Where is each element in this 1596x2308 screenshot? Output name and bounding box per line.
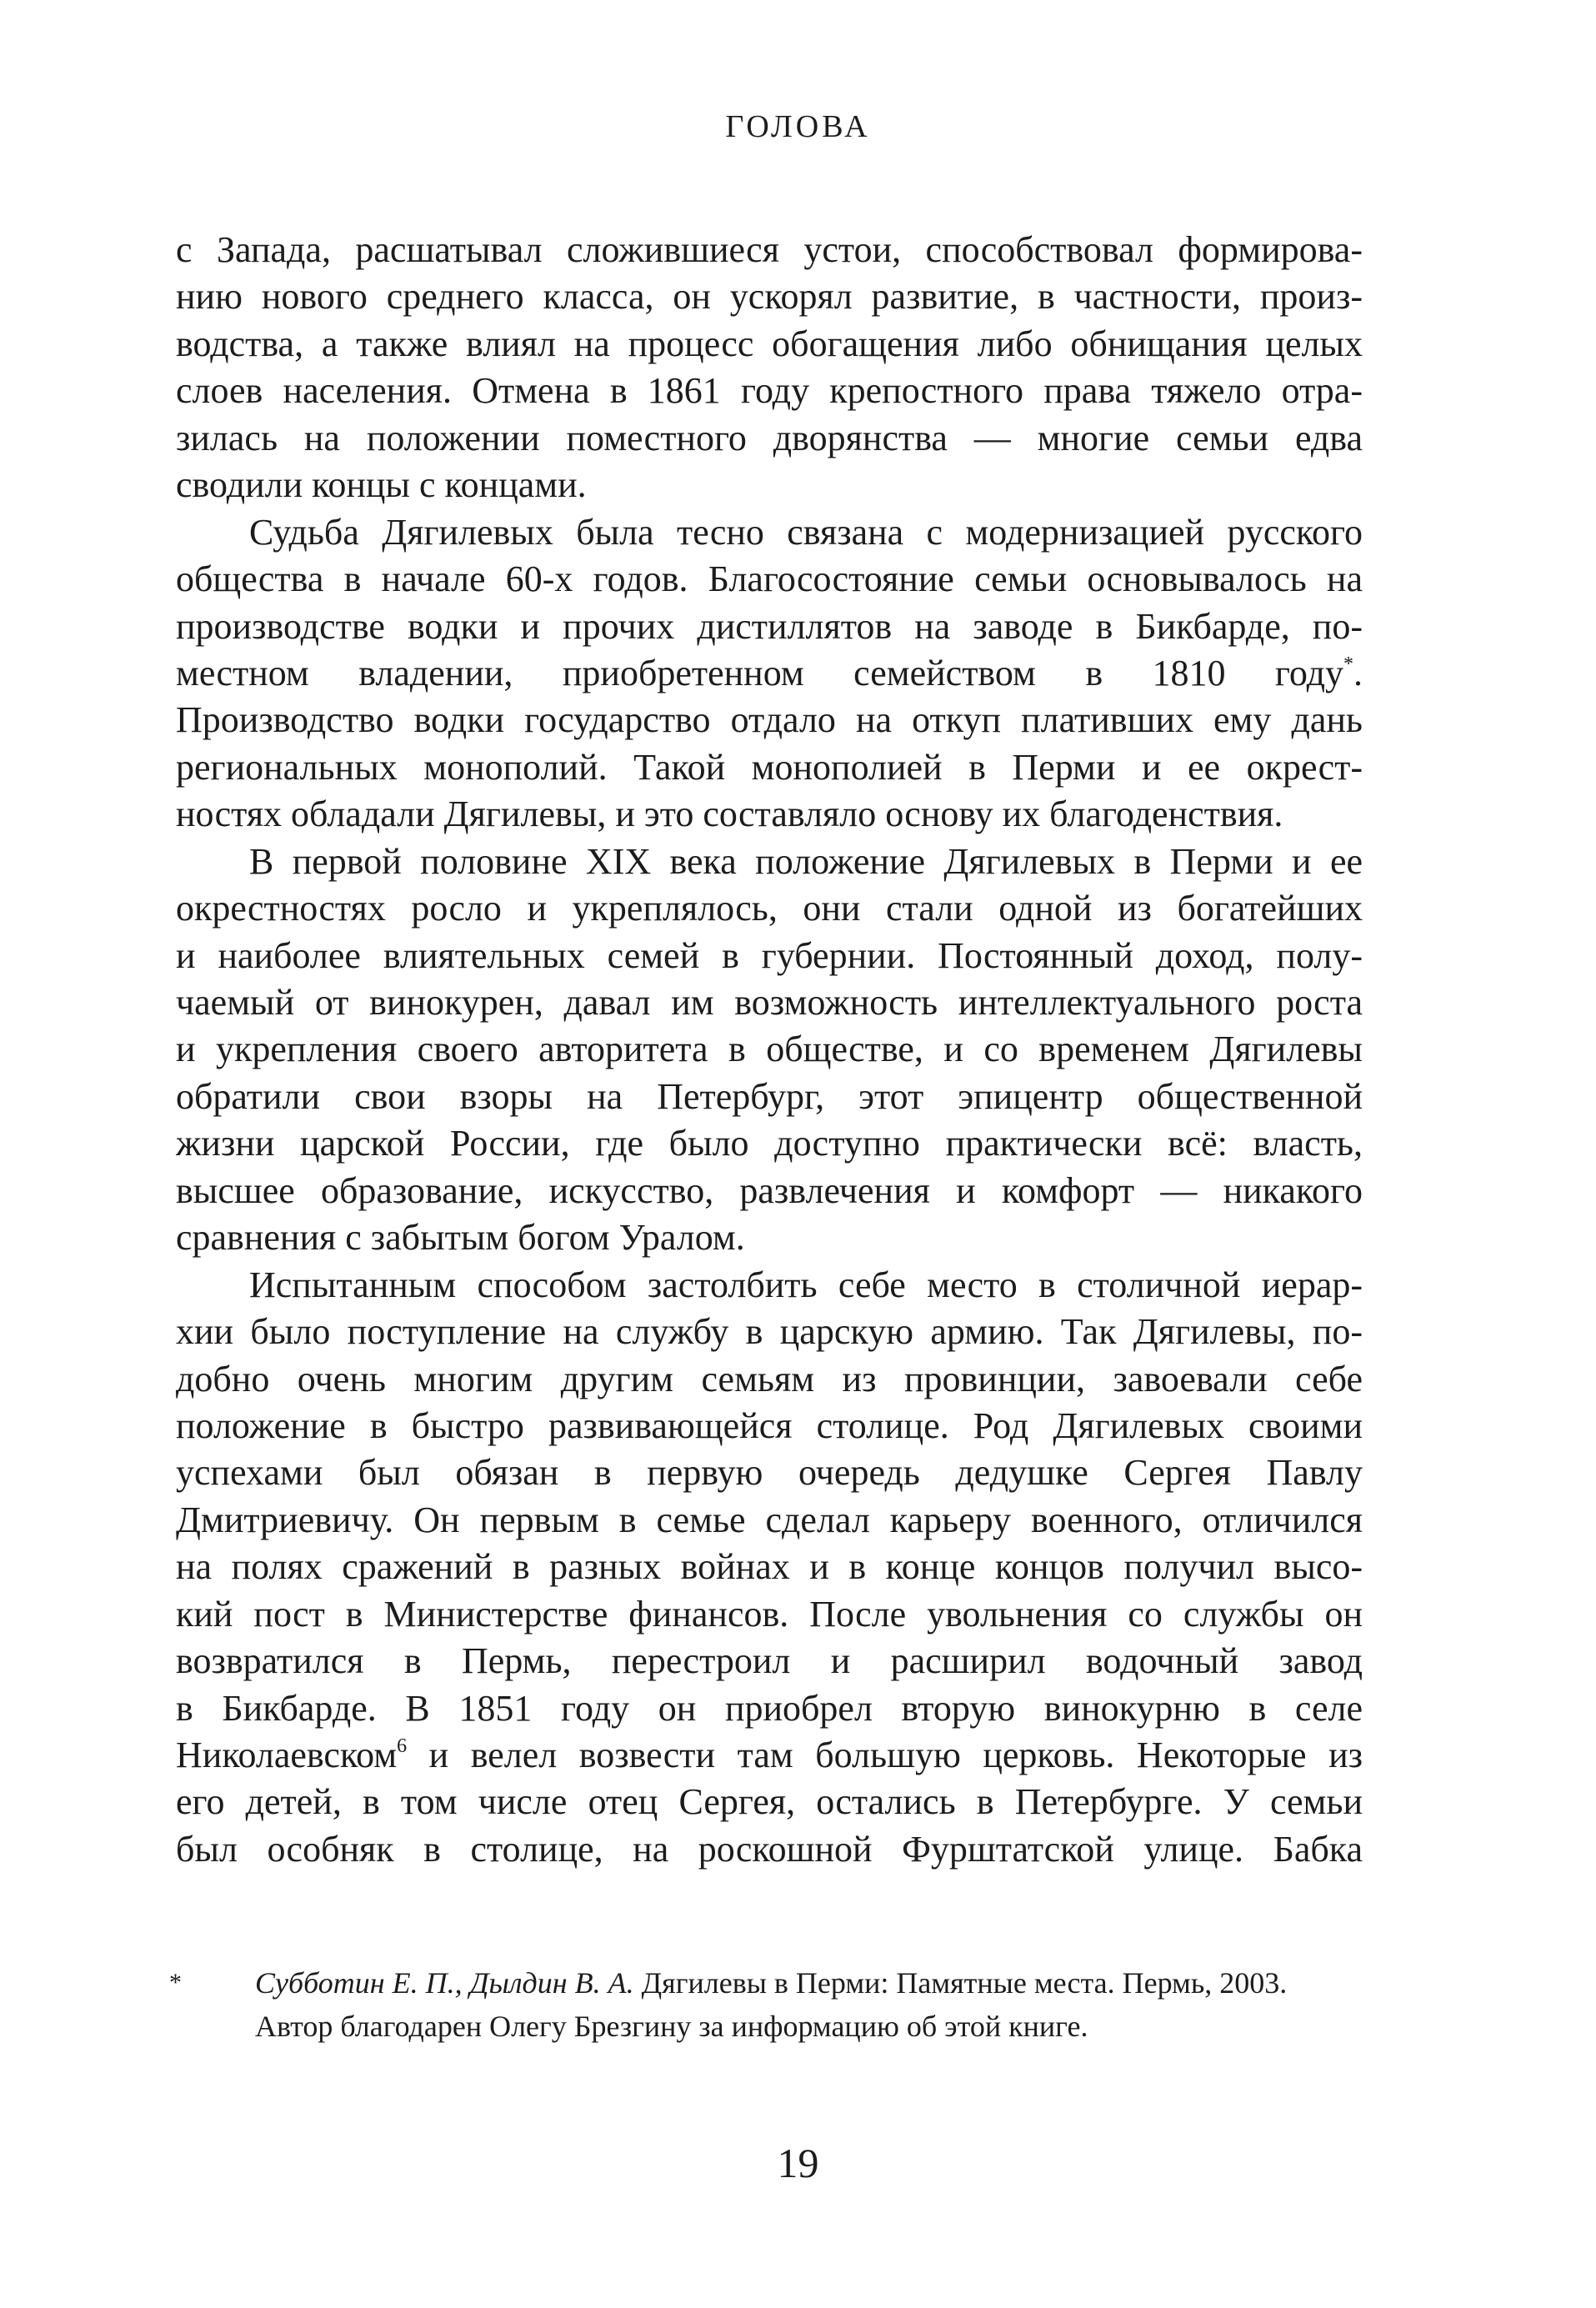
text-line [176, 1309, 1363, 1355]
text-line-content: его детей, в том числе отец Сергея, остались в Петербурге. У семьи [176, 1781, 1363, 1823]
text-line-content: Николаевском [176, 1735, 398, 1775]
text-line-content: на полях сражений в разных войнах и в конце концов получил высо- [176, 1546, 1363, 1588]
text-line-content: добно очень многим другим семьям из провинции, завоевали себе [176, 1358, 1363, 1399]
text-line-content: нию нового среднего класса, он ускорял развитие, в частности, произ- [176, 276, 1363, 318]
text-line [176, 1214, 1363, 1261]
text-line [176, 650, 1363, 697]
text-line [176, 697, 1363, 743]
text-line-content: окрестностях росло и укреплялось, они стали одной из богатейших [176, 888, 1363, 929]
text-line-content: обратили свои взоры на Петербург, этот эпицентр общественной [176, 1075, 1363, 1117]
text-line-content: был особняк в столице, на роскошной Фурштатской улице. Бабка [176, 1828, 1363, 1870]
text-line [176, 1544, 1363, 1590]
text-line-content: чаемый от винокурен, давал им возможность интеллектуального роста [176, 982, 1363, 1023]
text-line [176, 1497, 1363, 1544]
text-line-content: производстве водки и прочих дистиллятов на заводе в Бикбарде, по- [176, 605, 1363, 647]
footnote [169, 1961, 1363, 2048]
text-line-content: местном владении, приобретенном семейством в 1810 году [176, 652, 1343, 693]
text-line-content: Испытанным способом застолбить себе место в столичной иерар- [249, 1264, 1363, 1305]
text-line-content: Производство водки государство отдало на откуп плативших ему дань [176, 699, 1363, 741]
text-line-content: возвратился в Пермь, перестроил и расширил водочный завод [176, 1640, 1363, 1682]
footnote-authors: Субботин Е. П., Дылдин В. А. [255, 1966, 634, 2000]
text-line [176, 933, 1363, 979]
text-line-content: жизни царской России, где было доступно практически всё: власть, [176, 1123, 1363, 1164]
text-line [176, 1779, 1363, 1825]
text-line [176, 1074, 1363, 1120]
text-line-content: в Бикбарде. В 1851 году он приобрел вторую винокурню в селе [176, 1687, 1363, 1729]
text-line [176, 1449, 1363, 1496]
footnote-reference[interactable]: * [1343, 653, 1353, 675]
text-line [176, 1403, 1363, 1449]
text-line [176, 462, 1363, 508]
text-line [176, 1685, 1363, 1732]
text-line-content: сводили концы с концами. [176, 464, 587, 506]
footnote-citation: Дягилевы в Перми: Памятные места. Пермь, 2003. [633, 1966, 1288, 2000]
text-line [176, 368, 1363, 414]
text-line-content: Судьба Дягилевых была тесно связана с модернизацией русского [249, 511, 1363, 553]
footnote-line: Автор благодарен Олегу Брезгину за информацию об этой книге. [255, 2010, 1088, 2043]
text-line [176, 1356, 1363, 1403]
text-line [176, 1026, 1363, 1073]
text-line-content: слоев населения. Отмена в 1861 году крепостного права тяжело отра- [176, 370, 1363, 412]
text-line-content: В первой половине XIX века положение Дягилевых в Перми и ее [249, 840, 1363, 882]
text-line [176, 509, 1363, 556]
footnote-mark: * [169, 1969, 182, 1996]
text-line-content: с Запада, расшатывал сложившиеся устои, способствовал формирова- [176, 229, 1363, 270]
text-line [176, 415, 1363, 462]
footnote-reference[interactable]: 6 [397, 1735, 408, 1757]
text-line [176, 1732, 1363, 1779]
footnote-line [255, 1961, 1363, 2005]
text-line [176, 839, 1363, 885]
text-line [176, 1262, 1363, 1309]
text-line [176, 321, 1363, 368]
text-line-content: Дмитриевичу. Он первым в семье сделал карьеру военного, отличился [176, 1499, 1363, 1540]
text-line-content: высшее образование, искусство, развлечения и комфорт — никакого [176, 1169, 1363, 1211]
text-line [176, 1168, 1363, 1214]
text-line [176, 791, 1363, 838]
text-line [176, 885, 1363, 932]
page-number: 19 [777, 2140, 819, 2186]
text-line [176, 1591, 1363, 1638]
text-line-content: сравнения с забытым богом Уралом. [176, 1217, 745, 1259]
text-line [176, 1638, 1363, 1685]
text-line-content: региональных монополий. Такой монополией в Перми и ее окрест- [176, 746, 1363, 788]
text-line [176, 1120, 1363, 1167]
text-line [176, 1826, 1363, 1873]
text-line-content: и укрепления своего авторитета в обществе, и со временем Дягилевы [176, 1029, 1363, 1070]
text-line-continuation: и велел возвести там большую церковь. Некоторые из [407, 1735, 1363, 1775]
footnote-text [255, 1961, 1363, 2048]
text-line-content: положение в быстро развивающейся столице. Род Дягилевых своими [176, 1404, 1363, 1446]
body-text [176, 227, 1363, 1873]
text-line [176, 227, 1363, 273]
text-line-content: и наиболее влиятельных семей в губернии. Постоянный доход, полу- [176, 934, 1363, 976]
text-line-content: общества в начале 60-х годов. Благосостояние семьи основывалось на [176, 558, 1363, 600]
text-line-content: хии было поступление на службу в царскую армию. Так Дягилевы, по- [176, 1311, 1363, 1353]
text-line [176, 979, 1363, 1026]
text-line [176, 273, 1363, 320]
text-line-content: водства, а также влиял на процесс обогащения либо обнищания целых [176, 323, 1363, 364]
text-line-content: кий пост в Министерстве финансов. После увольнения со службы он [176, 1593, 1363, 1635]
text-line [176, 556, 1363, 603]
text-line-content: ностях обладали Дягилевы, и это составляло основу их благоденствия. [176, 794, 1283, 835]
text-line-continuation: . [1353, 652, 1363, 693]
text-line-content: зилась на положении поместного дворянства — многие семьи едва [176, 417, 1363, 458]
text-line [176, 744, 1363, 791]
text-line [176, 603, 1363, 650]
running-head: ГОЛОВА [725, 109, 871, 144]
text-line-content: успехами был обязан в первую очередь дедушке Сергея Павлу [176, 1452, 1363, 1494]
